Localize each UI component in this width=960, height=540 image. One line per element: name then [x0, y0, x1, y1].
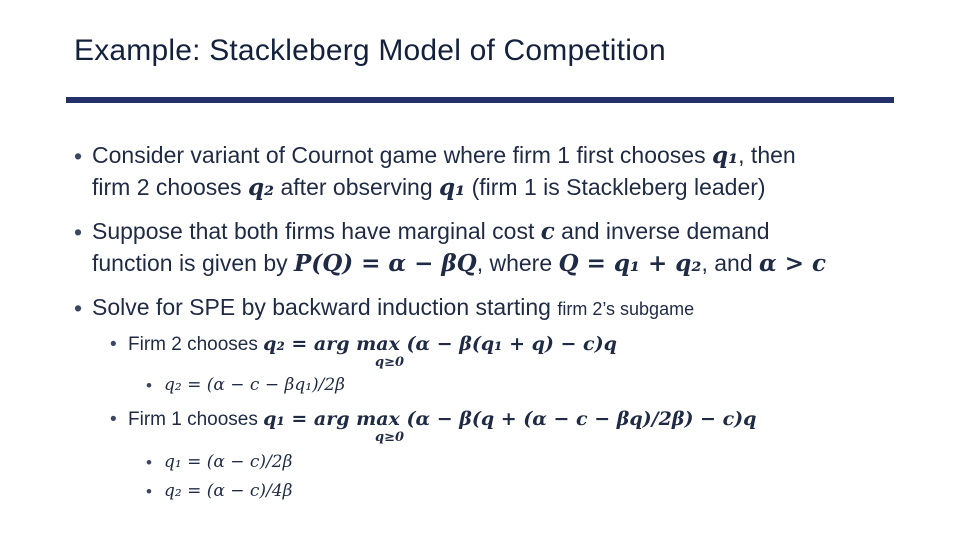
sub-bullet-marker: • — [110, 334, 117, 355]
sub-sub-bullet-marker: • — [146, 376, 152, 395]
bullet-2-line-2-a: function is given by — [92, 250, 295, 276]
bullet-1-line-2-a: firm 2 chooses — [92, 174, 248, 200]
sub-sub-bullet-3-math: q₂ = (α − c)/4β — [164, 481, 293, 501]
sub-bullet-2-text: Firm 1 chooses — [128, 409, 264, 430]
bullet-1-line-2 — [92, 174, 766, 201]
bullet-marker: • — [74, 143, 83, 169]
slide-title: Example: Stackleberg Model of Competition — [74, 34, 666, 67]
sub-sub-bullet-marker: • — [146, 482, 152, 501]
bullet-marker: • — [74, 219, 83, 245]
bullet-2-math-demand: P(Q) = α − βQ — [294, 250, 477, 277]
bullet-2-text: Suppose that both firms have marginal cost — [92, 218, 541, 244]
bullet-2-line-2 — [92, 250, 826, 277]
sub-sub-bullet-3 — [164, 481, 292, 501]
bullet-2-line-2-c: , and — [701, 250, 759, 276]
bullet-2-line-1 — [92, 218, 770, 245]
bullet-1-math-q2: q₂ — [247, 174, 275, 201]
bullet-1-math-q1b: q₁ — [439, 174, 466, 201]
bullet-3 — [92, 294, 694, 321]
bullet-1-text-end: , then — [738, 142, 796, 168]
bullet-1-line-2-b: after observing — [274, 174, 440, 200]
sub-bullet-2 — [128, 408, 756, 431]
bullet-1-text: Consider variant of Cournot game where firm 1 first chooses — [92, 142, 712, 168]
sub-bullet-2-argmax-subscript: q≥0 — [375, 430, 405, 445]
sub-sub-bullet-marker: • — [146, 453, 152, 472]
bullet-1-line-2-c: (firm 1 is Stackleberg leader) — [465, 174, 766, 200]
sub-sub-bullet-2 — [164, 452, 292, 472]
bullet-2-line-2-b: , where — [476, 250, 559, 276]
sub-sub-bullet-1 — [164, 375, 345, 395]
bullet-2-math-c: c — [540, 218, 555, 245]
sub-bullet-1-math: q₂ = arg max (α − β(q₁ + q) − c)q — [263, 333, 617, 355]
bullet-1-math-q1: q₁ — [712, 142, 739, 169]
sub-bullet-marker: • — [110, 409, 117, 430]
sub-bullet-1-text: Firm 2 chooses — [128, 334, 264, 355]
sub-bullet-1-argmax-subscript: q≥0 — [375, 355, 405, 370]
sub-sub-bullet-2-math: q₁ = (α − c)/2β — [164, 452, 293, 472]
bullet-marker: • — [74, 295, 83, 321]
bullet-2-math-alpha: α > c — [759, 250, 826, 277]
bullet-1-line-1 — [92, 142, 796, 169]
sub-sub-bullet-1-math: q₂ = (α − c − βq₁)/2β — [164, 375, 346, 395]
bullet-2-text-end: and inverse demand — [554, 218, 770, 244]
bullet-3-text: Solve for SPE by backward induction starting — [92, 294, 558, 320]
sub-bullet-1 — [128, 333, 617, 356]
sub-bullet-2-math: q₁ = arg max (α − β(q + (α − c − βq)/2β) − c)q — [263, 408, 757, 430]
bullet-2-math-Q: Q = q₁ + q₂ — [558, 250, 702, 277]
bullet-3-small-text: firm 2’s subgame — [557, 299, 695, 319]
